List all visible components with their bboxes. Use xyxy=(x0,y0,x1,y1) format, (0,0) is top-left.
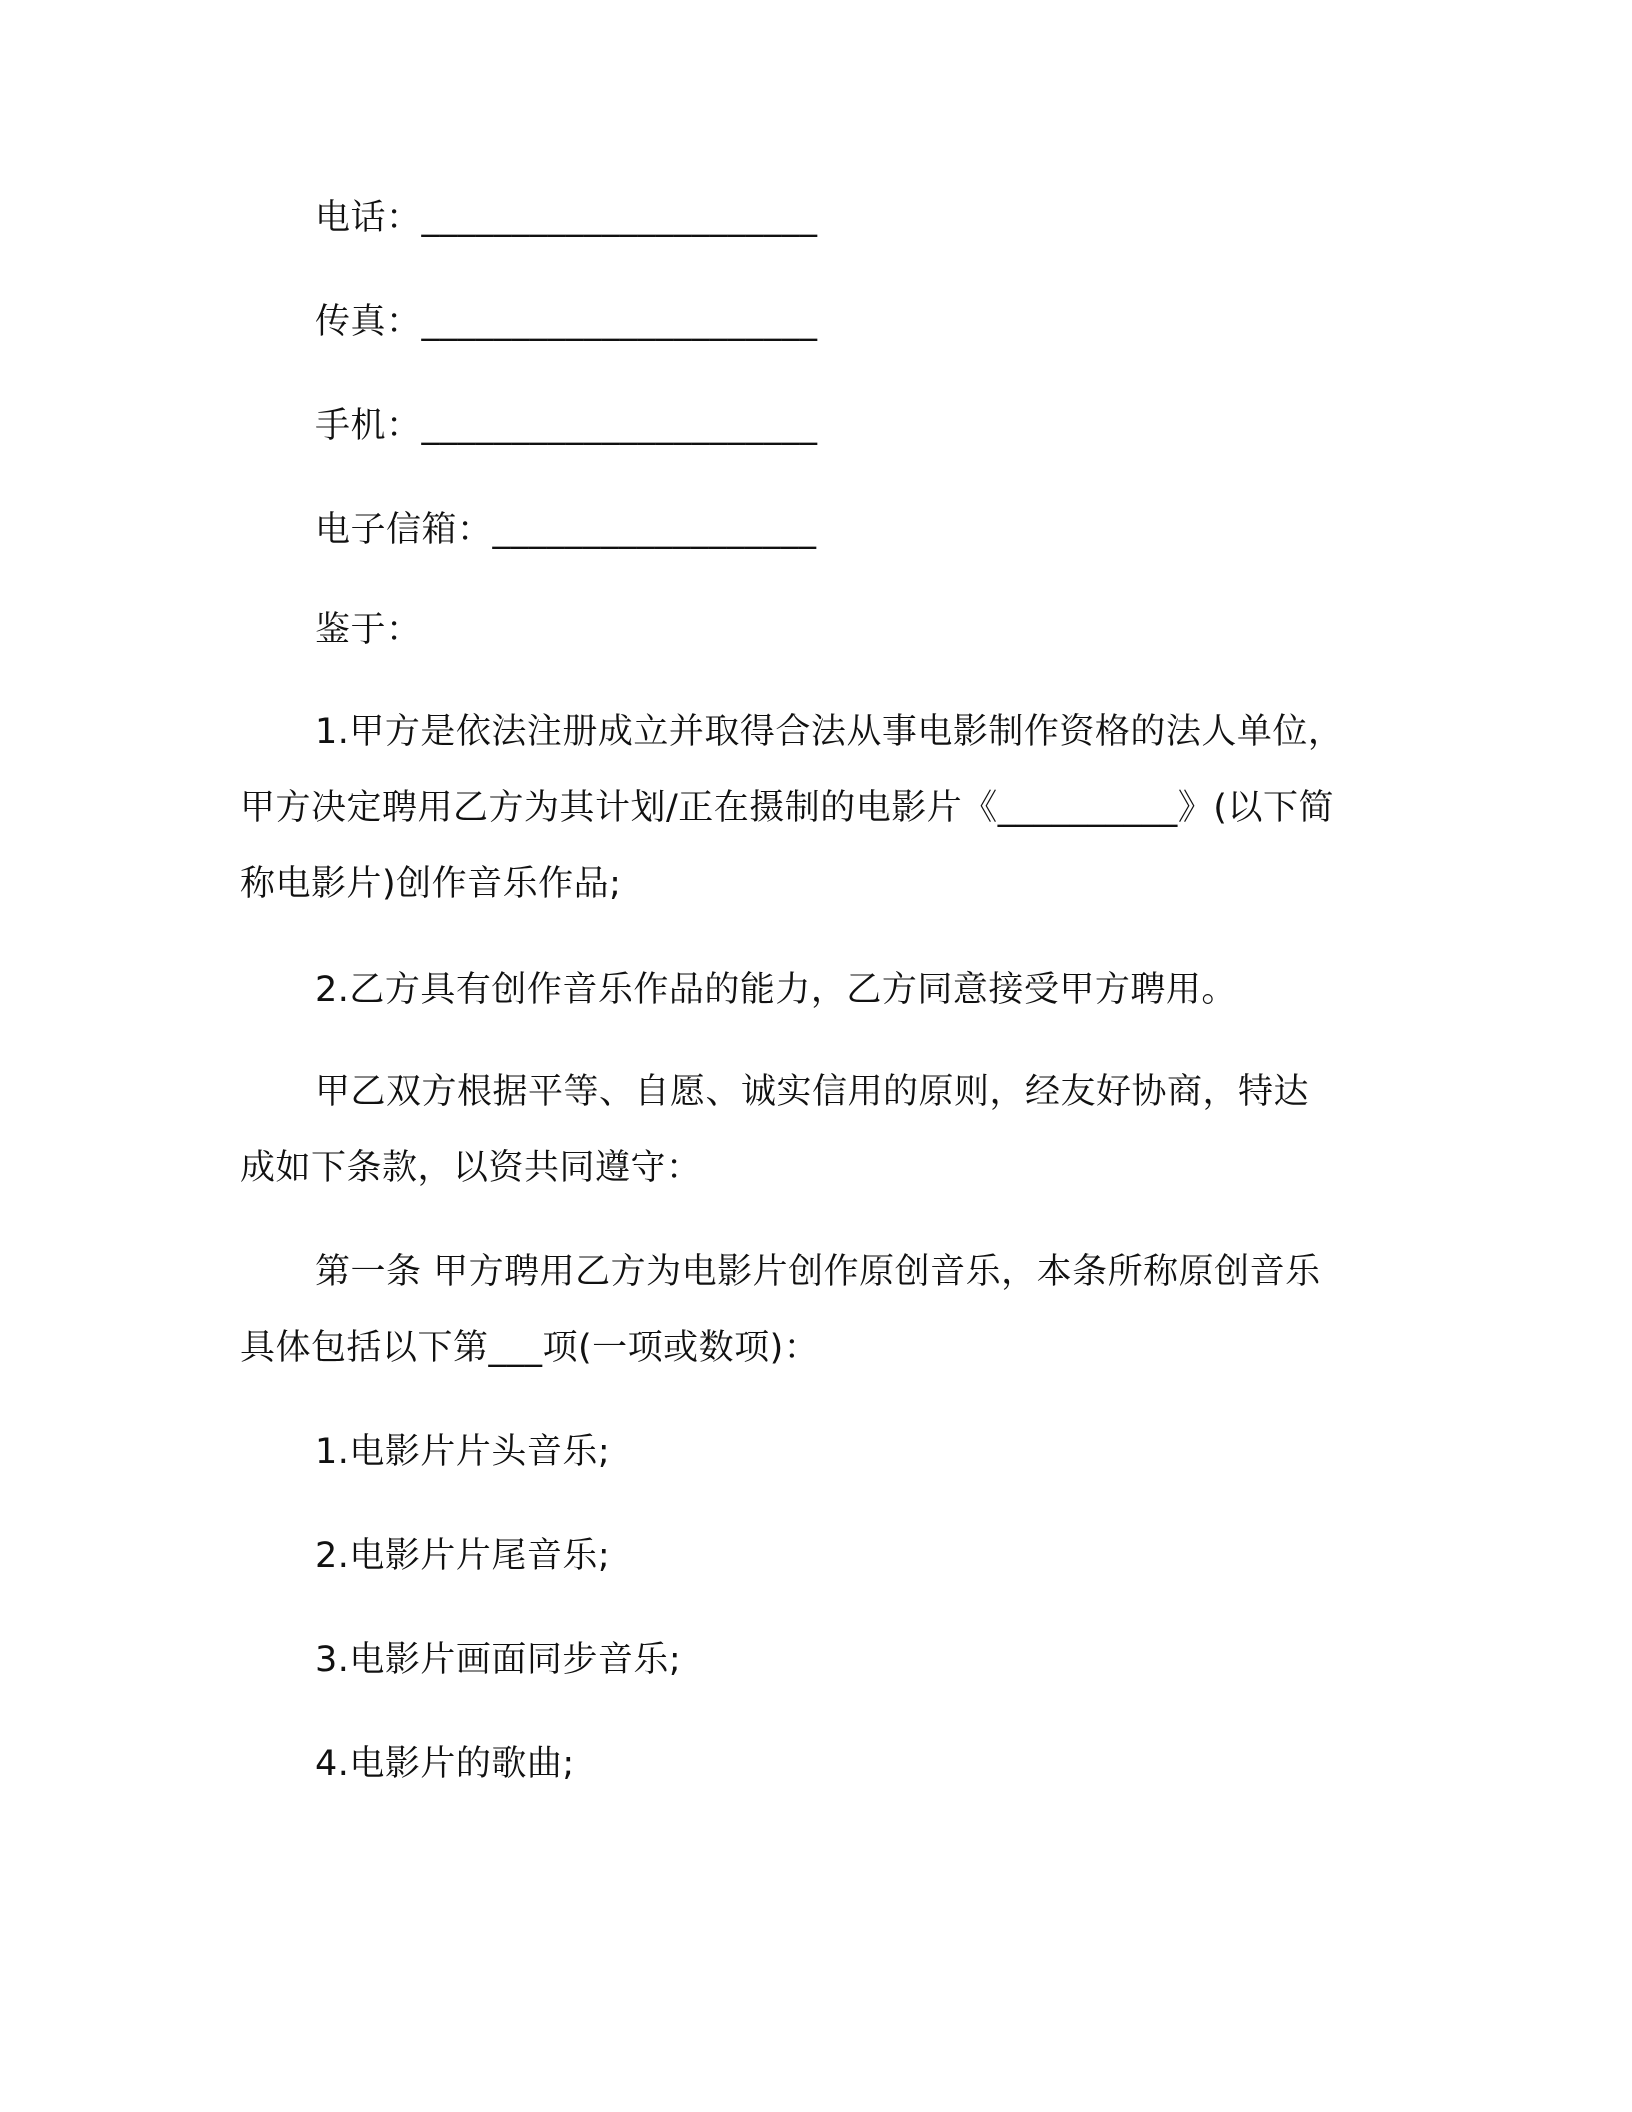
music-item-3: 3.电影片画面同步音乐; xyxy=(315,1640,682,1680)
mobile-blank: ______________________ xyxy=(421,406,818,446)
mobile-field xyxy=(315,396,1465,456)
recital-1-line-1: 1.甲方是依法注册成立并取得合法从事电影制作资格的法人单位， xyxy=(315,712,1344,752)
phone-blank: ______________________ xyxy=(421,198,818,238)
whereas-heading: 鉴于： xyxy=(315,610,422,650)
email-blank: __________________ xyxy=(492,510,817,550)
agreement-line-1: 甲乙双方根据平等、自愿、诚实信用的原则，经友好协商，特达 xyxy=(315,1072,1310,1112)
music-item-4: 4.电影片的歌曲; xyxy=(315,1744,575,1784)
article-1-line-1: 第一条 甲方聘用乙方为电影片创作原创音乐，本条所称原创音乐 xyxy=(315,1252,1321,1292)
fax-field xyxy=(315,292,1465,352)
music-item-2: 2.电影片片尾音乐; xyxy=(315,1536,611,1576)
phone-field xyxy=(315,188,1465,248)
article-1-line-2: 具体包括以下第___项(一项或数项)： xyxy=(240,1328,820,1368)
recital-2: 2.乙方具有创作音乐作品的能力，乙方同意接受甲方聘用。 xyxy=(315,970,1237,1010)
email-field xyxy=(315,500,1465,560)
fax-label: 传真： xyxy=(315,302,422,342)
email-label: 电子信箱： xyxy=(315,510,493,550)
music-item-1: 1.电影片片头音乐; xyxy=(315,1432,611,1472)
recital-1-line-3: 称电影片)创作音乐作品; xyxy=(240,864,622,904)
recital-1-line-2: 甲方决定聘用乙方为其计划/正在摄制的电影片《__________》(以下简 xyxy=(240,788,1334,828)
phone-label: 电话： xyxy=(315,198,422,238)
agreement-line-2: 成如下条款，以资共同遵守： xyxy=(240,1148,702,1188)
mobile-label: 手机： xyxy=(315,406,422,446)
fax-blank: ______________________ xyxy=(421,302,818,342)
